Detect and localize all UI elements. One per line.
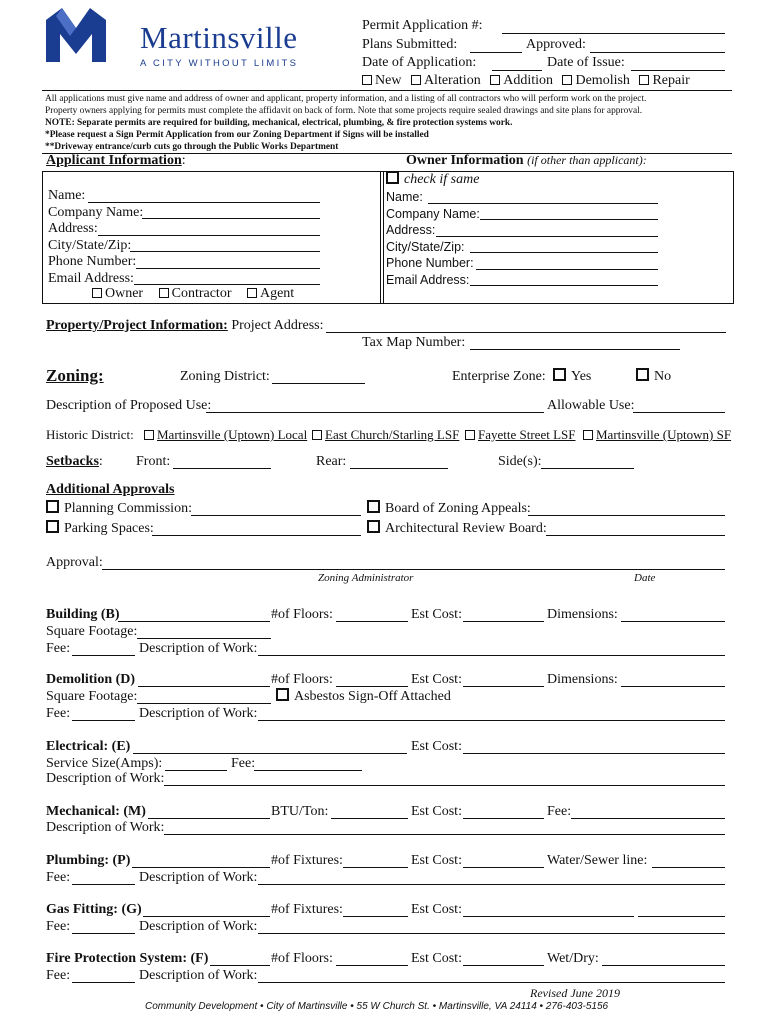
demolition-cost-label: Est Cost: xyxy=(411,672,462,687)
building-dims-label: Dimensions: xyxy=(547,607,618,622)
owner-city-field[interactable] xyxy=(470,252,658,253)
demolition-floors-field[interactable] xyxy=(336,686,408,687)
demolition-dims-field[interactable] xyxy=(621,686,725,687)
note-line-5: **Driveway entrance/curb cuts go through the Public Works Department xyxy=(45,142,339,152)
proposed-use-field[interactable] xyxy=(206,412,544,413)
date-of-application-field[interactable] xyxy=(492,70,542,71)
parking-spaces-field[interactable] xyxy=(152,535,361,536)
approved-field[interactable] xyxy=(590,52,725,53)
enterprise-yes-checkbox[interactable]: Yes xyxy=(553,369,591,385)
applicant-phone-label: Phone Number: xyxy=(48,254,137,269)
tax-map-label: Tax Map Number: xyxy=(362,335,466,350)
header-divider xyxy=(42,90,732,91)
revised-date: Revised June 2019 xyxy=(530,986,620,1000)
building-sqft-label: Square Footage: xyxy=(46,624,138,639)
instructions xyxy=(45,93,735,153)
electrical-cost-field[interactable] xyxy=(463,753,725,754)
demolition-sqft-field[interactable] xyxy=(137,703,271,704)
electrical-fee-label: Fee: xyxy=(231,756,256,771)
setbacks-label: Setbacks: xyxy=(46,454,103,469)
plumbing-fixtures-field[interactable] xyxy=(343,867,408,868)
date-of-issue-label: Date of Issue: xyxy=(547,55,625,70)
allowable-use-field[interactable] xyxy=(633,412,725,413)
btu-label: BTU/Ton: xyxy=(271,804,329,819)
plumbing-cost-field[interactable] xyxy=(463,867,544,868)
building-fee-field[interactable] xyxy=(72,655,135,656)
demolition-fee-label: Fee: xyxy=(46,706,71,721)
wet-dry-label: Wet/Dry: xyxy=(547,951,599,966)
water-sewer-field[interactable] xyxy=(652,867,725,868)
plumbing-desc-field[interactable] xyxy=(258,884,725,885)
owner-city-label: City/State/Zip: xyxy=(386,239,465,254)
zoning-heading: Zoning: xyxy=(46,366,104,385)
date-caption: Date xyxy=(634,572,656,584)
owner-heading: Owner Information (if other than applicant): xyxy=(406,153,647,168)
additional-approvals-heading: Additional Approvals xyxy=(46,482,175,497)
owner-email-label: Email Address: xyxy=(386,272,470,287)
gas-extra-field[interactable] xyxy=(638,916,725,917)
fire-floors-label: #of Floors: xyxy=(271,951,333,966)
gas-fee-field[interactable] xyxy=(72,933,135,934)
building-floors-field[interactable] xyxy=(336,621,408,622)
applicant-roles xyxy=(92,286,294,302)
note-line-3: NOTE: Separate permits are required for building, mechanical, electrical, plumbing, & fire protection systems work. xyxy=(45,118,513,128)
plumbing-desc-label: Description of Work: xyxy=(139,870,258,885)
plans-submitted-label: Plans Submitted: xyxy=(362,37,458,52)
fire-fee-label: Fee: xyxy=(46,968,71,983)
date-of-issue-field[interactable] xyxy=(631,70,725,71)
demolition-field[interactable] xyxy=(138,686,270,687)
electrical-desc-field[interactable] xyxy=(164,785,725,786)
mechanical-fee-label: Fee: xyxy=(547,804,572,819)
arb-checkbox[interactable]: Architectural Review Board: xyxy=(367,521,547,537)
type-addition-checkbox[interactable]: Addition xyxy=(490,73,553,88)
gas-fixtures-label: #of Fixtures: xyxy=(271,902,343,917)
fire-floors-field[interactable] xyxy=(336,965,408,966)
note-line-1: All applications must give name and address of owner and applicant, property information, and a listing of all contractors who will perform work on the project. xyxy=(45,94,647,104)
demolition-fee-field[interactable] xyxy=(72,720,135,721)
sides-label: Side(s): xyxy=(498,454,542,469)
owner-company-label: Company Name: xyxy=(386,206,480,221)
zoning-admin-caption: Zoning Administrator xyxy=(318,572,414,584)
role-contractor-checkbox[interactable]: Contractor xyxy=(159,286,232,301)
gas-cost-field[interactable] xyxy=(463,916,634,917)
building-desc-field[interactable] xyxy=(258,655,725,656)
electrical-field[interactable] xyxy=(133,753,407,754)
mechanical-cost-field[interactable] xyxy=(463,818,544,819)
applicant-address-field[interactable] xyxy=(98,235,320,236)
plumbing-label: Plumbing: (P) xyxy=(46,853,131,868)
zoning-district-field[interactable] xyxy=(272,383,365,384)
mechanical-desc-field[interactable] xyxy=(164,834,725,835)
electrical-desc-label: Description of Work: xyxy=(46,771,165,786)
electrical-label: Electrical: (E) xyxy=(46,739,131,754)
property-heading: Property/Project Information: Project Address: xyxy=(46,318,324,333)
owner-company-field[interactable] xyxy=(480,219,658,220)
owner-email-field[interactable] xyxy=(470,285,658,286)
demolition-desc-field[interactable] xyxy=(258,720,725,721)
demolition-dims-label: Dimensions: xyxy=(547,672,618,687)
applicant-name-label: Name: xyxy=(48,188,86,203)
gas-fixtures-field[interactable] xyxy=(343,916,408,917)
type-demolish-checkbox[interactable]: Demolish xyxy=(562,73,629,88)
plumbing-cost-label: Est Cost: xyxy=(411,853,462,868)
front-label: Front: xyxy=(136,454,171,469)
footer-address: Community Development • City of Martinsville • 55 W Church St. • Martinsville, VA 24114 • 276-403-5156 xyxy=(145,1001,609,1012)
plans-submitted-field[interactable] xyxy=(470,52,522,53)
logo-tagline: A CITY WITHOUT LIMITS xyxy=(140,58,299,69)
historic-uptown-local-checkbox[interactable]: Martinsville (Uptown) Local xyxy=(144,427,307,443)
mechanical-cost-label: Est Cost: xyxy=(411,804,462,819)
permit-number-field[interactable] xyxy=(502,33,725,34)
owner-address-label: Address: xyxy=(386,223,436,238)
btu-field[interactable] xyxy=(331,818,408,819)
date-of-application-label: Date of Application: xyxy=(362,55,477,70)
allowable-use-label: Allowable Use: xyxy=(547,398,635,413)
applicant-phone-field[interactable] xyxy=(136,268,320,269)
historic-fayette-checkbox[interactable]: Fayette Street LSF xyxy=(465,427,576,443)
applicant-city-field[interactable] xyxy=(130,251,320,252)
applicant-name-field[interactable] xyxy=(88,202,320,203)
fire-field[interactable] xyxy=(210,965,270,966)
applicant-email-label: Email Address: xyxy=(48,270,134,286)
mechanical-label: Mechanical: (M) xyxy=(46,804,146,819)
role-owner-checkbox[interactable]: Owner xyxy=(92,286,143,301)
historic-uptown-sf-checkbox[interactable]: Martinsville (Uptown) SF xyxy=(583,427,731,443)
building-label: Building (B) xyxy=(46,607,120,622)
check-if-same-checkbox[interactable]: check if same xyxy=(386,172,479,188)
rear-label: Rear: xyxy=(316,454,347,469)
sides-setback-field[interactable] xyxy=(541,468,634,469)
note-line-4: *Please request a Sign Permit Application from our Zoning Department if Signs will be installed xyxy=(45,130,429,140)
building-desc-label: Description of Work: xyxy=(139,641,258,656)
applicant-company-label: Company Name: xyxy=(48,204,144,220)
fire-label: Fire Protection System: (F) xyxy=(46,951,209,966)
owner-address-field[interactable] xyxy=(436,236,658,237)
type-new-checkbox[interactable]: New xyxy=(362,73,401,88)
mechanical-fee-field[interactable] xyxy=(571,818,725,819)
historic-east-church-checkbox[interactable]: East Church/Starling LSF xyxy=(312,427,459,443)
applicant-city-label: City/State/Zip: xyxy=(48,237,132,253)
fire-cost-field[interactable] xyxy=(463,965,544,966)
arb-field[interactable] xyxy=(546,535,725,536)
owner-name-label: Name: xyxy=(386,190,423,204)
applicant-email-field[interactable] xyxy=(134,284,320,285)
m-logo-icon xyxy=(44,6,108,64)
tax-map-field[interactable] xyxy=(470,349,680,350)
building-field[interactable] xyxy=(118,621,270,622)
gas-field[interactable] xyxy=(143,916,270,917)
type-repair-checkbox[interactable]: Repair xyxy=(639,73,689,88)
plumbing-field[interactable] xyxy=(132,867,270,868)
planning-commission-field[interactable] xyxy=(191,515,361,516)
fire-fee-field[interactable] xyxy=(72,982,135,983)
type-alteration-checkbox[interactable]: Alteration xyxy=(411,73,481,88)
building-dims-field[interactable] xyxy=(621,621,725,622)
historic-district-label: Historic District: xyxy=(46,427,134,442)
building-sqft-field[interactable] xyxy=(137,638,271,639)
mechanical-desc-label: Description of Work: xyxy=(46,820,165,835)
building-cost-field[interactable] xyxy=(463,621,544,622)
mechanical-field[interactable] xyxy=(148,818,270,819)
zoning-district-label: Zoning District: xyxy=(180,369,270,384)
demolition-floors-label: #of Floors: xyxy=(271,672,333,687)
applicant-heading: Applicant Information: xyxy=(46,153,186,168)
service-size-label: Service Size(Amps): xyxy=(46,756,163,771)
note-line-2: Property owners applying for permits must complete the affidavit on back of form. Note that some projects require sealed drawings and site plans for approval. xyxy=(45,106,643,116)
bza-checkbox[interactable]: Board of Zoning Appeals: xyxy=(367,501,531,517)
gas-fee-label: Fee: xyxy=(46,919,71,934)
city-logo xyxy=(44,6,334,72)
demolition-desc-label: Description of Work: xyxy=(139,706,258,721)
electrical-fee-field[interactable] xyxy=(254,770,362,771)
service-size-field[interactable] xyxy=(165,770,227,771)
owner-phone-label: Phone Number: xyxy=(386,256,474,271)
gas-cost-label: Est Cost: xyxy=(411,902,462,917)
building-cost-label: Est Cost: xyxy=(411,607,462,622)
gas-desc-label: Description of Work: xyxy=(139,919,258,934)
role-agent-checkbox[interactable]: Agent xyxy=(247,286,294,301)
demolition-cost-field[interactable] xyxy=(463,686,544,687)
electrical-cost-label: Est Cost: xyxy=(411,739,462,754)
bza-field[interactable] xyxy=(528,515,725,516)
fire-desc-label: Description of Work: xyxy=(139,968,258,983)
approved-label: Approved: xyxy=(526,37,586,52)
plumbing-fixtures-label: #of Fixtures: xyxy=(271,853,343,868)
permit-type-options xyxy=(362,73,690,89)
applicant-address-label: Address: xyxy=(48,221,98,236)
gas-desc-field[interactable] xyxy=(258,933,725,934)
front-setback-field[interactable] xyxy=(173,468,271,469)
logo-brand: Martinsville xyxy=(140,20,298,55)
rear-setback-field[interactable] xyxy=(350,468,448,469)
permit-number-label: Permit Application #: xyxy=(362,18,483,33)
enterprise-zone-label: Enterprise Zone: xyxy=(452,369,546,384)
proposed-use-label: Description of Proposed Use: xyxy=(46,398,212,413)
wet-dry-field[interactable] xyxy=(602,965,725,966)
owner-phone-field[interactable] xyxy=(476,269,658,270)
approval-signature-field[interactable] xyxy=(102,569,725,570)
water-sewer-label: Water/Sewer line: xyxy=(547,853,648,868)
planning-commission-checkbox[interactable]: Planning Commission: xyxy=(46,501,192,517)
owner-name-field[interactable] xyxy=(428,203,658,204)
fire-desc-field[interactable] xyxy=(258,982,725,983)
project-address-field[interactable] xyxy=(326,332,726,333)
building-floors-label: #of Floors: xyxy=(271,607,333,622)
enterprise-no-checkbox[interactable]: No xyxy=(636,369,671,385)
plumbing-fee-label: Fee: xyxy=(46,870,71,885)
demolition-sqft-label: Square Footage: xyxy=(46,689,138,704)
gas-label: Gas Fitting: (G) xyxy=(46,902,142,917)
fire-cost-label: Est Cost: xyxy=(411,951,462,966)
parking-spaces-checkbox[interactable]: Parking Spaces: xyxy=(46,521,154,537)
demolition-label: Demolition (D) xyxy=(46,672,136,687)
asbestos-checkbox[interactable]: Asbestos Sign-Off Attached xyxy=(276,689,451,705)
applicant-company-field[interactable] xyxy=(142,218,320,219)
approval-label: Approval: xyxy=(46,555,103,570)
building-fee-label: Fee: xyxy=(46,641,71,656)
plumbing-fee-field[interactable] xyxy=(72,884,135,885)
